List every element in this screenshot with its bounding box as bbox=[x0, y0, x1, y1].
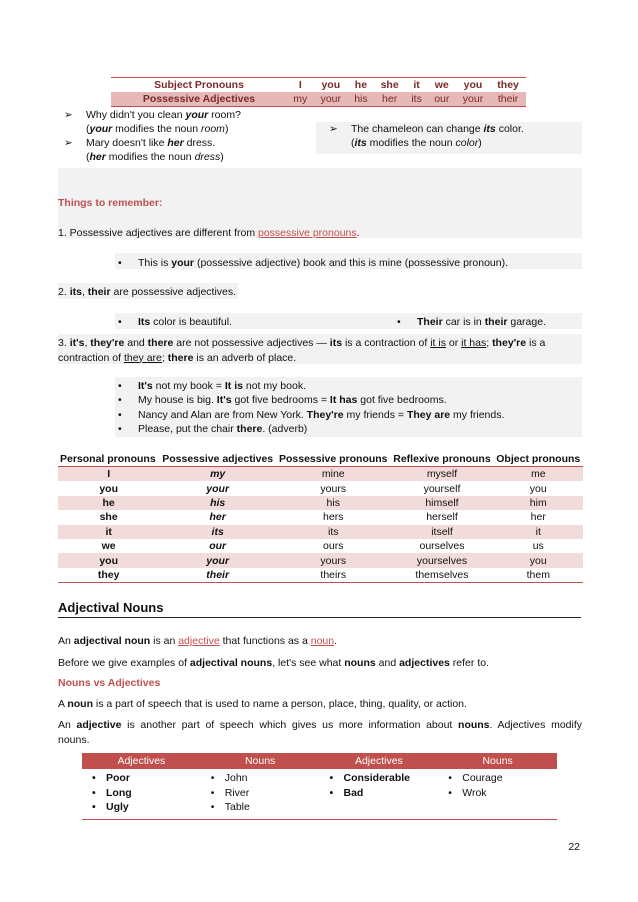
noun-link[interactable]: noun bbox=[310, 635, 335, 647]
table-cell: them bbox=[494, 568, 583, 583]
remember-point-2: 2. its, their are possessive adjectives. bbox=[58, 286, 237, 298]
page-number: 22 bbox=[568, 841, 580, 853]
table-cell: its bbox=[276, 525, 390, 539]
table-cell: you bbox=[494, 553, 583, 567]
table-cell: its bbox=[159, 525, 276, 539]
list-item: • River bbox=[201, 786, 320, 801]
table-row bbox=[58, 510, 583, 524]
contraction-list bbox=[118, 379, 504, 436]
cell: their bbox=[490, 92, 526, 107]
table-cell: we bbox=[101, 540, 116, 553]
table-cell: himself bbox=[390, 496, 493, 510]
table-row bbox=[58, 539, 583, 553]
table-cell: he bbox=[58, 496, 159, 510]
remember-bullet-2b: • Their car is in their garage. bbox=[397, 316, 546, 328]
section-title: Adjectival Nouns bbox=[58, 600, 581, 618]
list-item: • John bbox=[201, 771, 320, 786]
column-header: Personal pronouns bbox=[58, 452, 159, 467]
table-header-row bbox=[82, 753, 557, 769]
table-cell: your bbox=[206, 482, 230, 495]
table-cell: yours bbox=[320, 482, 347, 495]
cell: he bbox=[348, 78, 374, 93]
cell: our bbox=[428, 92, 456, 107]
table-cell: it bbox=[494, 525, 583, 539]
adjective-link[interactable]: adjective bbox=[178, 635, 220, 647]
table-cell: you bbox=[529, 482, 547, 495]
table-cell: you bbox=[99, 482, 118, 495]
cell: I bbox=[287, 78, 314, 93]
cell: your bbox=[456, 92, 490, 107]
cell: they bbox=[490, 78, 526, 93]
table-cell: mine bbox=[276, 467, 390, 482]
list-item: • Considerable bbox=[320, 771, 439, 786]
cell: her bbox=[374, 92, 406, 107]
list-item: • Long bbox=[82, 786, 201, 801]
adjectival-sentence-1: An adjectival noun is an adjective that functions as a noun. bbox=[58, 635, 338, 647]
table-cell: themselves bbox=[390, 568, 493, 583]
table-cell: itself bbox=[390, 525, 493, 539]
table-cell: she bbox=[99, 511, 118, 524]
subject-possessive-table bbox=[111, 77, 526, 107]
remember-bullet-2a: • Its color is beautiful. bbox=[118, 316, 232, 328]
cell: its bbox=[405, 92, 427, 107]
possessive-adjectives-row bbox=[111, 92, 526, 107]
cell: his bbox=[348, 92, 374, 107]
table-cell: my bbox=[159, 467, 276, 482]
column-header: Adjectives bbox=[82, 753, 201, 769]
table-row bbox=[82, 769, 557, 819]
table-cell: theirs bbox=[276, 568, 390, 583]
list-item: • Nancy and Alan are from New York. They're my friends = They are my friends. bbox=[118, 408, 505, 421]
table-row bbox=[58, 525, 583, 539]
cell: you bbox=[314, 78, 348, 93]
adjectival-sentence-3: A noun is a part of speech that is used to name a person, place, thing, quality, or action. bbox=[58, 698, 467, 710]
adjectival-sentence-2: Before we give examples of adjectival nouns, let's see what nouns and adjectives refer to. bbox=[58, 657, 489, 669]
pronoun-table bbox=[58, 452, 583, 583]
table-row bbox=[58, 553, 583, 567]
list-item: • Wrok bbox=[438, 786, 557, 801]
list-item: • Bad bbox=[320, 786, 439, 801]
column-header: Possessive adjectives bbox=[159, 452, 276, 467]
table-cell: his bbox=[159, 496, 276, 510]
column-header: Adjectives bbox=[320, 753, 439, 769]
nouns-adjectives-table bbox=[82, 753, 557, 820]
remember-point-3: 3. it's, they're and there are not possessive adjectives — its is a contraction of it is or it has; they're is a contraction of they are; there is an adverb of place. bbox=[58, 337, 546, 364]
table-cell: hers bbox=[323, 511, 344, 524]
examples-right: ➢ The chameleon can change its color. (its modifies the noun color) bbox=[325, 122, 524, 150]
cell: it bbox=[405, 78, 427, 93]
remember-title: Things to remember: bbox=[58, 197, 163, 209]
list-item: • It's not my book = It is not my book. bbox=[118, 380, 306, 392]
list-item: • Please, put the chair there. (adverb) bbox=[118, 422, 308, 435]
table-cell: herself bbox=[426, 511, 458, 524]
table-cell: yourselves bbox=[390, 553, 493, 567]
table-cell: their bbox=[159, 568, 276, 583]
table-cell: her bbox=[530, 511, 546, 524]
cell: your bbox=[314, 92, 348, 107]
table-cell: her bbox=[209, 511, 226, 524]
table-cell: it bbox=[58, 525, 159, 539]
adjectival-sentence-4: An adjective is another part of speech which gives us more information about nouns. Adjectives modify nouns. bbox=[58, 719, 582, 746]
subject-pronouns-row bbox=[111, 78, 526, 93]
list-item: • Courage bbox=[438, 771, 557, 786]
row-label: Subject Pronouns bbox=[111, 78, 287, 93]
column-header: Object pronouns bbox=[494, 452, 583, 467]
list-item: • Poor bbox=[82, 771, 201, 786]
table-cell: yourself bbox=[423, 482, 461, 495]
cell: my bbox=[287, 92, 314, 107]
examples-left: ➢ Why didn't you clean your room? (your modifies the noun room) ➢ Mary doesn't like her dress. (her modifies the noun dress) bbox=[60, 108, 241, 164]
row-label: Possessive Adjectives bbox=[111, 92, 287, 107]
column-header: Nouns bbox=[438, 753, 557, 769]
column-header: Reflexive pronouns bbox=[390, 452, 493, 467]
table-cell: yours bbox=[276, 553, 390, 567]
subheading: Nouns vs Adjectives bbox=[58, 677, 161, 689]
table-row bbox=[58, 467, 583, 482]
table-cell: myself bbox=[390, 467, 493, 482]
table-cell: your bbox=[159, 553, 276, 567]
table-header-row bbox=[58, 452, 583, 467]
table-cell: I bbox=[58, 467, 159, 482]
remember-bullet-1: • This is your (possessive adjective) book and this is mine (possessive pronoun). bbox=[118, 257, 509, 269]
list-item: • My house is big. It's got five bedrooms = It has got five bedrooms. bbox=[118, 394, 447, 407]
table-row bbox=[58, 568, 583, 583]
table-cell: you bbox=[58, 553, 159, 567]
arrow-bullet-icon: ➢ bbox=[329, 123, 338, 135]
table-cell: us bbox=[532, 540, 544, 553]
cell: we bbox=[428, 78, 456, 93]
cell: she bbox=[374, 78, 406, 93]
table-cell: our bbox=[209, 540, 227, 553]
table-row bbox=[58, 496, 583, 510]
table-row bbox=[58, 481, 583, 495]
remember-point-1: 1. Possessive adjectives are different from possessive pronouns. bbox=[58, 227, 360, 239]
list-item: • Table bbox=[201, 800, 320, 815]
table-cell: ours bbox=[323, 540, 344, 553]
list-item: • Ugly bbox=[82, 800, 201, 815]
table-cell: him bbox=[494, 496, 583, 510]
column-header: Possessive pronouns bbox=[276, 452, 390, 467]
table-cell: they bbox=[58, 568, 159, 583]
arrow-bullet-icon: ➢ bbox=[64, 109, 73, 121]
arrow-bullet-icon: ➢ bbox=[64, 137, 73, 149]
possessive-pronouns-link[interactable]: possessive pronouns bbox=[257, 227, 357, 239]
table-cell: his bbox=[276, 496, 390, 510]
table-cell: me bbox=[494, 467, 583, 482]
column-header: Nouns bbox=[201, 753, 320, 769]
table-cell: ourselves bbox=[419, 540, 465, 553]
cell: you bbox=[456, 78, 490, 93]
